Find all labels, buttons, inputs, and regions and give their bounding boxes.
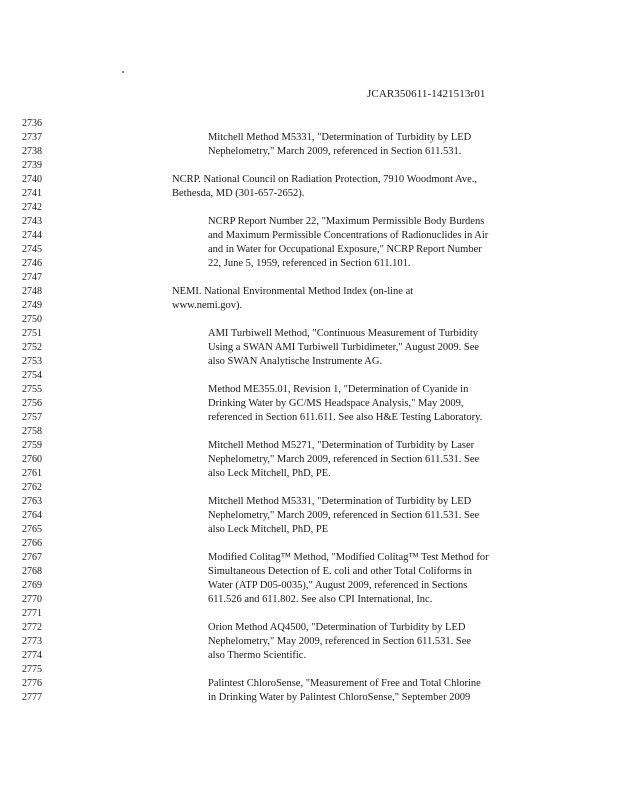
document-line [0, 635, 618, 649]
document-line [0, 565, 618, 579]
line-number: 2759 [22, 440, 42, 451]
document-line [0, 397, 618, 411]
line-text: also Leck Mitchell, PhD, PE. [208, 468, 331, 479]
line-number: 2765 [22, 524, 42, 535]
document-line [0, 327, 618, 341]
document-line [0, 579, 618, 593]
line-number: 2747 [22, 272, 42, 283]
line-number: 2762 [22, 482, 42, 493]
line-text: Nephelometry," March 2009, referenced in Section 611.531. See [208, 510, 480, 521]
line-number: 2767 [22, 552, 42, 563]
line-text: also SWAN Analytische Instrumente AG. [208, 356, 383, 367]
document-line [0, 229, 618, 243]
document-line [0, 117, 618, 131]
document-line [0, 159, 618, 173]
line-text: and Maximum Permissible Concentrations of Radionuclides in Air [208, 230, 489, 241]
line-text: Drinking Water by GC/MS Headspace Analysis," May 2009, [208, 398, 464, 409]
line-number: 2752 [22, 342, 42, 353]
line-text: in Drinking Water by Palintest ChloroSense," September 2009 [208, 692, 471, 703]
line-number: 2737 [22, 132, 42, 143]
document-line [0, 621, 618, 635]
document-line [0, 467, 618, 481]
document-line [0, 299, 618, 313]
line-number: 2744 [22, 230, 42, 241]
line-number: 2745 [22, 244, 42, 255]
line-number: 2742 [22, 202, 42, 213]
document-line [0, 201, 618, 215]
line-number: 2766 [22, 538, 42, 549]
document-line [0, 355, 618, 369]
line-number: 2755 [22, 384, 42, 395]
line-number: 2776 [22, 678, 42, 689]
line-number: 2740 [22, 174, 42, 185]
line-number: 2741 [22, 188, 42, 199]
line-text: Mitchell Method M5331, "Determination of Turbidity by LED [208, 132, 472, 143]
line-number: 2748 [22, 286, 42, 297]
line-number: 2756 [22, 398, 42, 409]
line-number: 2768 [22, 566, 42, 577]
line-number: 2770 [22, 594, 42, 605]
line-text: Nephelometry," March 2009, referenced in Section 611.531. See [208, 454, 480, 465]
document-line [0, 523, 618, 537]
document-line [0, 537, 618, 551]
document-line [0, 243, 618, 257]
line-number: 2771 [22, 608, 42, 619]
line-text: also Leck Mitchell, PhD, PE [208, 524, 329, 535]
line-number: 2764 [22, 510, 42, 521]
line-number: 2751 [22, 328, 42, 339]
line-number: 2757 [22, 412, 42, 423]
line-text: AMI Turbiwell Method, "Continuous Measurement of Turbidity [208, 328, 479, 339]
document-line [0, 593, 618, 607]
line-text: Simultaneous Detection of E. coli and other Total Coliforms in [208, 566, 472, 577]
line-text: Bethesda, MD (301-657-2652). [172, 188, 305, 199]
line-number: 2775 [22, 664, 42, 675]
document-line [0, 383, 618, 397]
document-line [0, 691, 618, 705]
document-line [0, 607, 618, 621]
line-text: and in Water for Occupational Exposure," NCRP Report Number [208, 244, 482, 255]
line-text: Mitchell Method M5271, "Determination of Turbidity by Laser [208, 440, 475, 451]
document-line [0, 271, 618, 285]
document-line [0, 187, 618, 201]
line-number: 2761 [22, 468, 42, 479]
line-number: 2746 [22, 258, 42, 269]
line-text: Water (ATP D05-0035)," August 2009, referenced in Sections [208, 580, 468, 591]
line-number: 2753 [22, 356, 42, 367]
scan-speck [122, 71, 124, 73]
line-number: 2769 [22, 580, 42, 591]
line-number: 2749 [22, 300, 42, 311]
document-line [0, 551, 618, 565]
document-line [0, 369, 618, 383]
line-text: Mitchell Method M5331, "Determination of Turbidity by LED [208, 496, 472, 507]
line-number: 2774 [22, 650, 42, 661]
line-number: 2736 [22, 118, 42, 129]
line-text: 611.526 and 611.802. See also CPI International, Inc. [208, 594, 433, 605]
line-text: www.nemi.gov). [172, 300, 243, 311]
line-text: 22, June 5, 1959, referenced in Section 611.101. [208, 258, 411, 269]
document-line [0, 341, 618, 355]
line-number: 2738 [22, 146, 42, 157]
line-text: Nephelometry," March 2009, referenced in Section 611.531. [208, 146, 462, 157]
document-line [0, 481, 618, 495]
line-number: 2772 [22, 622, 42, 633]
line-number: 2743 [22, 216, 42, 227]
line-number: 2750 [22, 314, 42, 325]
line-text: Using a SWAN AMI Turbiwell Turbidimeter," August 2009. See [208, 342, 480, 353]
line-text: also Thermo Scientific. [208, 650, 307, 661]
document-line [0, 411, 618, 425]
line-text: NCRP. National Council on Radiation Protection, 7910 Woodmont Ave., [172, 174, 478, 185]
document-line [0, 509, 618, 523]
document-id-header: JCAR350611-1421513r01 [367, 88, 486, 100]
document-line [0, 131, 618, 145]
document-line [0, 145, 618, 159]
document-line [0, 453, 618, 467]
document-line [0, 285, 618, 299]
line-number: 2758 [22, 426, 42, 437]
line-number: 2739 [22, 160, 42, 171]
document-line [0, 649, 618, 663]
line-text: NCRP Report Number 22, "Maximum Permissible Body Burdens [208, 216, 485, 227]
line-text: Nephelometry," May 2009, referenced in Section 611.531. See [208, 636, 472, 647]
document-line [0, 439, 618, 453]
line-number: 2760 [22, 454, 42, 465]
document-line [0, 425, 618, 439]
line-text: referenced in Section 611.611. See also H&E Testing Laboratory. [208, 412, 483, 423]
line-number: 2763 [22, 496, 42, 507]
line-number: 2754 [22, 370, 42, 381]
document-line [0, 313, 618, 327]
document-line [0, 663, 618, 677]
document-line [0, 173, 618, 187]
line-text: Orion Method AQ4500, "Determination of Turbidity by LED [208, 622, 466, 633]
line-text: Method ME355.01, Revision 1, "Determination of Cyanide in [208, 384, 469, 395]
line-number: 2777 [22, 692, 42, 703]
document-line [0, 677, 618, 691]
line-number: 2773 [22, 636, 42, 647]
line-text: NEMI. National Environmental Method Index (on-line at [172, 286, 414, 297]
document-line [0, 257, 618, 271]
document-line [0, 215, 618, 229]
document-line [0, 495, 618, 509]
line-text: Modified Colitag™ Method, "Modified Colitag™ Test Method for [208, 552, 489, 563]
line-text: Palintest ChloroSense, "Measurement of Free and Total Chlorine [208, 678, 481, 689]
